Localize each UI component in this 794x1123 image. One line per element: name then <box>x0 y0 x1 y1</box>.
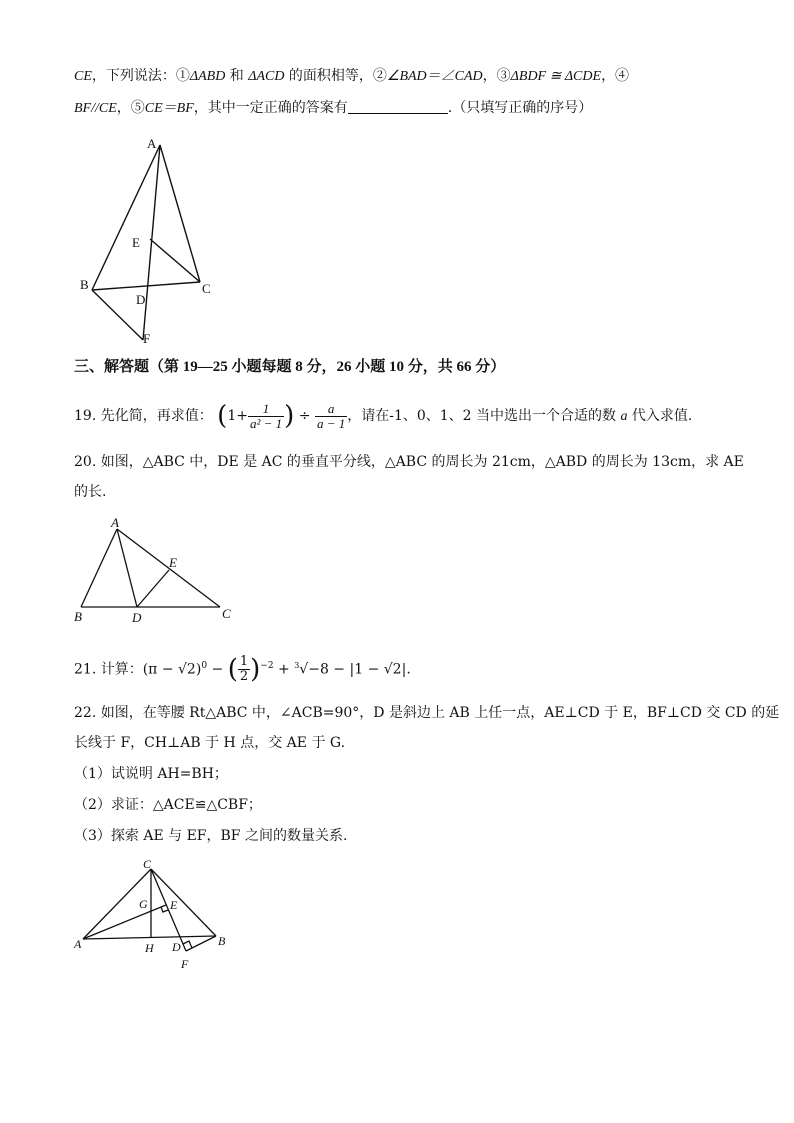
q20-line1: 20. 如图，△ABC 中，DE 是 AC 的垂直平分线，△ABC 的周长为 21cm，△ABD 的周长为 13cm，求 AE <box>74 454 744 470</box>
frac-den: 2 <box>239 669 249 685</box>
q22-sub3: （3）探索 AE 与 EF，BF 之间的数量关系. <box>74 828 348 844</box>
q20-line2: 的长. <box>74 484 107 500</box>
q18-text: .（只填写正确的序号） <box>447 100 593 116</box>
fraction-1 <box>248 402 284 431</box>
q18-math: BF//CE <box>74 101 117 116</box>
q22-sub1: （1）试说明 AH=BH； <box>74 766 228 782</box>
q18-text: 的面积相等，② <box>284 68 387 84</box>
q18-text: ，④ <box>601 68 630 84</box>
div-sign: ÷ <box>298 408 311 424</box>
label-a: A <box>74 937 82 951</box>
label-e: E <box>170 898 178 912</box>
q19-term: 1+ <box>227 408 248 424</box>
frac-num: a <box>315 402 347 417</box>
segment-ab <box>83 936 216 939</box>
label-c: C <box>202 281 211 296</box>
q21-term: (π − √2) <box>142 661 202 678</box>
segment-cb <box>151 869 216 936</box>
q18-line1 <box>74 66 629 87</box>
q19-suffix: 代入求值. <box>627 408 693 424</box>
paren-close: ) <box>284 401 295 431</box>
label-b: B <box>74 609 82 624</box>
q18-text: ，③ <box>482 68 511 84</box>
segment-ad <box>117 529 137 607</box>
label-e: E <box>169 555 177 570</box>
segment-ec <box>150 239 200 282</box>
q19-prefix: 19. 先化简，再求值： <box>74 408 213 424</box>
label-e: E <box>132 235 140 250</box>
q18-text: CE <box>74 69 92 84</box>
frac-num: 1 <box>239 654 249 670</box>
exponent: 0 <box>201 661 208 671</box>
q18-math: CE＝BF <box>144 101 194 116</box>
q18-math: ΔACD <box>248 69 285 84</box>
q22-figure <box>70 855 240 975</box>
fraction-2 <box>315 402 347 431</box>
frac-den: a² − 1 <box>249 415 283 431</box>
frac-num: 1 <box>248 402 284 417</box>
q21-line <box>74 646 411 686</box>
label-a: A <box>147 136 157 151</box>
q21-prefix: 21. 计算： <box>74 661 143 678</box>
q18-math: ∠BAD＝∠CAD <box>386 69 483 84</box>
q19-var: a <box>620 409 628 424</box>
label-b: B <box>218 934 226 948</box>
q22-line2: 长线于 F，CH⊥AB 于 H 点，交 AE 于 G. <box>74 735 346 751</box>
plus-sign: + <box>273 661 295 678</box>
paren-open: ( <box>227 654 238 685</box>
fraction-half <box>238 655 250 684</box>
label-d: D <box>172 940 181 954</box>
label-g: G <box>139 897 148 911</box>
period: . <box>406 661 411 678</box>
frac-den: a − 1 <box>316 415 346 431</box>
segment-ab <box>81 529 117 607</box>
q18-math: ΔBDF ≅ ΔCDE <box>510 69 602 84</box>
minus-sign: − <box>328 661 350 678</box>
segment-cf <box>151 869 186 951</box>
segment-bc <box>92 282 200 290</box>
q18-math: ΔABD <box>189 69 226 84</box>
q18-text: ，⑤ <box>116 100 145 116</box>
segment-de <box>137 570 169 607</box>
q19-line <box>74 398 692 434</box>
answer-blank[interactable] <box>348 99 448 114</box>
q20-figure <box>70 513 240 628</box>
minus-sign: − <box>207 661 228 678</box>
q22-line1: 22. 如图，在等腰 Rt△ABC 中，∠ACB=90°，D 是斜边上 AB 上任一点，AE⊥CD 于 E，BF⊥CD 交 CD 的延 <box>74 705 780 721</box>
label-f: F <box>181 957 189 971</box>
segment-ae <box>83 905 166 939</box>
exponent: −2 <box>260 661 274 671</box>
paren-open: ( <box>217 401 228 431</box>
label-b: B <box>80 277 89 292</box>
cube-root: √−8 <box>299 661 329 678</box>
paren-close: ) <box>250 654 261 685</box>
label-c: C <box>222 606 231 621</box>
absolute-value: |1 − √2| <box>349 661 407 678</box>
section-heading: 三、解答题（第 19—25 小题每题 8 分，26 小题 10 分，共 66 分） <box>74 359 506 375</box>
label-f: F <box>143 331 151 346</box>
label-h: H <box>145 941 154 955</box>
q19-suffix: ，请在-1、0、1、2 当中选出一个合适的数 <box>347 408 621 424</box>
root-index: 3 <box>294 661 300 670</box>
label-c: C <box>143 857 152 871</box>
q18-text: 和 <box>225 68 249 84</box>
label-d: D <box>136 292 146 307</box>
q18-text: ，下列说法：① <box>91 68 190 84</box>
segment-ac <box>160 145 200 282</box>
label-a: A <box>111 515 119 530</box>
q18-figure <box>70 135 230 350</box>
q18-line2 <box>74 98 592 119</box>
label-d: D <box>132 610 142 625</box>
q18-text: ，其中一定正确的答案有 <box>193 100 348 116</box>
q22-sub2: （2）求证：△ACE≌△CBF； <box>74 797 262 813</box>
